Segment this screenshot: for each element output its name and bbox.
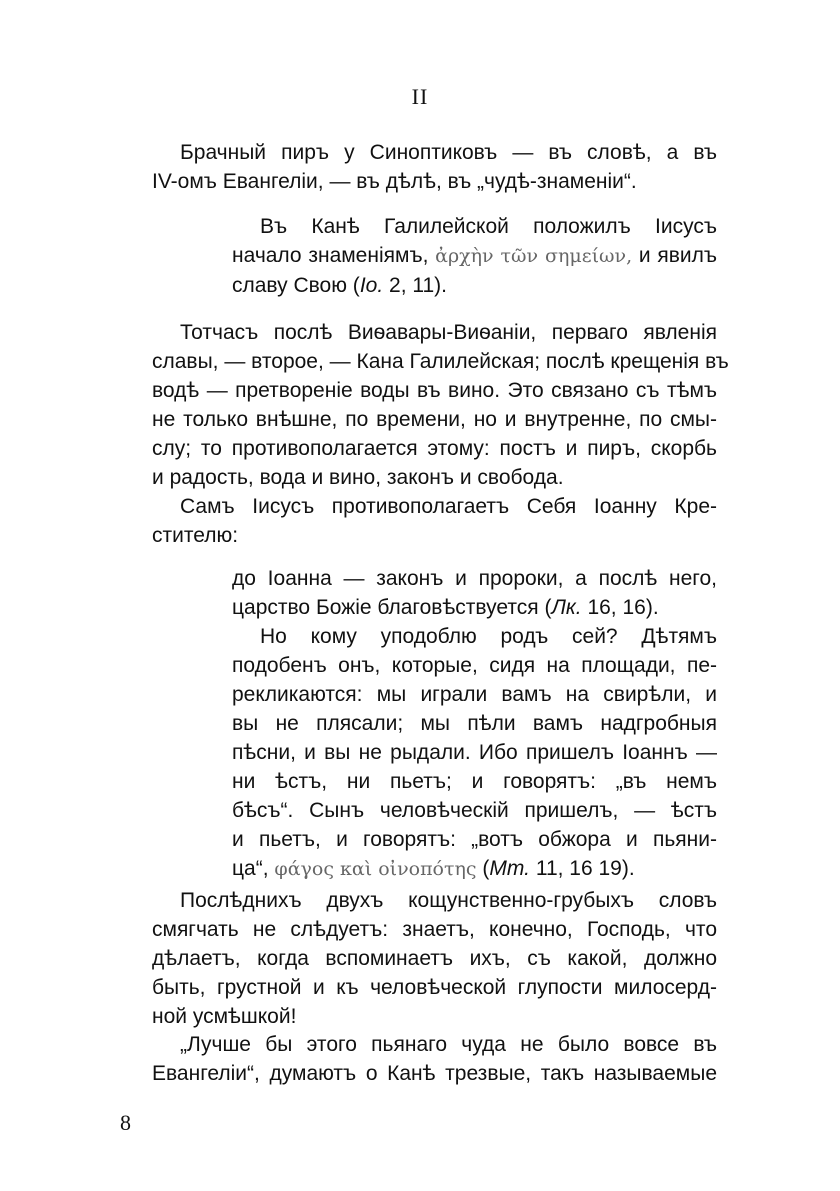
page-number: 8: [120, 1110, 131, 1135]
paragraph-cana-contrast: [152, 318, 729, 492]
text-line: Самъ Іисусъ противополагаетъ Себя Іоанну Кре-: [180, 495, 717, 518]
scripture-ref: Мт.: [489, 857, 530, 880]
paragraph-john-baptist: [152, 492, 717, 550]
text-line: рекликаются: мы играли вамъ на свирѣли, и: [232, 683, 717, 706]
greek-text: φάγος καὶ οἰνοπότης: [274, 858, 477, 880]
text-line: Послѣднихъ двухъ кощунственно-грубыхъ словъ: [180, 889, 717, 912]
quote-luke-matthew: [232, 564, 717, 884]
text-line: и пьетъ, и говорятъ: „вотъ обжора и пьяни-: [232, 828, 717, 851]
text-line: смягчать не слѣдуетъ: знаетъ, конечно, Господь, что: [152, 918, 717, 941]
text-line: Брачный пиръ у Синоптиковъ — въ словѣ, а въ: [180, 141, 717, 164]
text-line: бѣсъ“. Сынъ человѣческій пришелъ, — ѣстъ: [232, 799, 717, 822]
text-line: не только внѣшне, по времени, но и внутренне, по смы-: [152, 408, 717, 431]
text-line: „Лучше бы этого пьянаго чуда не было вовсе въ: [180, 1033, 717, 1056]
text-line: IV-омъ Евангеліи, — въ дѣлѣ, въ „чудѣ-знаменіи“.: [152, 170, 637, 193]
text-line: Евангеліи“, думаютъ о Канѣ трезвые, такъ называемые: [152, 1062, 717, 1085]
scripture-ref: Іо.: [359, 274, 384, 297]
text-line: стителю:: [152, 524, 239, 547]
text-line: славы, — второе, — Кана Галилейская; послѣ крещенія въ: [152, 350, 729, 373]
text-line: дѣлаетъ, когда вспоминаетъ ихъ, съ какой, должно: [152, 947, 717, 970]
text-line: до Іоанна — законъ и пророки, а послѣ него,: [232, 567, 717, 590]
chapter-number: II: [411, 84, 429, 109]
paragraph-last-words: [152, 886, 717, 1031]
text-line: ни ѣстъ, ни пьетъ; и говорятъ: „въ немъ: [232, 770, 717, 793]
text-line: и радость, вода и вино, законъ и свобода.: [152, 466, 564, 489]
text-line: вы не плясали; мы пѣли вамъ надгробныя: [232, 712, 717, 735]
intro-paragraph: [152, 138, 717, 196]
text-line: Въ Канѣ Галилейской положилъ Іисусъ: [260, 215, 717, 238]
text-line: быть, грустной и къ человѣческой глупости милосерд-: [152, 976, 717, 999]
text-line: водѣ — претвореніе воды въ вино. Это связано съ тѣмъ: [152, 379, 717, 402]
text-line: начало знаменіямъ, ἀρχὴν τῶν σημείων, и явилъ: [232, 244, 717, 267]
text-line: славу Свою (Іо. 2, 11).: [232, 274, 447, 297]
quote-cana: [232, 212, 717, 300]
text-line: ной усмѣшкой!: [152, 1005, 297, 1028]
text-line: пѣсни, и вы не рыдали. Ибо пришелъ Іоаннъ —: [232, 741, 717, 764]
text-line: царство Божіе благовѣствуется (Лк. 16, 16).: [232, 596, 659, 619]
scripture-ref: Лк.: [551, 596, 582, 619]
text-line: Но кому уподоблю родъ сей? Дѣтямъ: [260, 625, 717, 648]
text-line: ца“, φάγος καὶ οἰνοπότης (Мт. 11, 16 19).: [232, 857, 635, 880]
text-line: подобенъ онъ, которые, сидя на площади, пе-: [232, 654, 717, 677]
paragraph-drunken-miracle: [152, 1030, 717, 1088]
text-line: Тотчасъ послѣ Виѳавары-Виѳаніи, перваго явленія: [180, 321, 717, 344]
greek-text: ἀρχὴν τῶν σημείων,: [435, 245, 633, 267]
text-line: слу; то противополагается этому: постъ и пиръ, скорбь: [152, 437, 717, 460]
